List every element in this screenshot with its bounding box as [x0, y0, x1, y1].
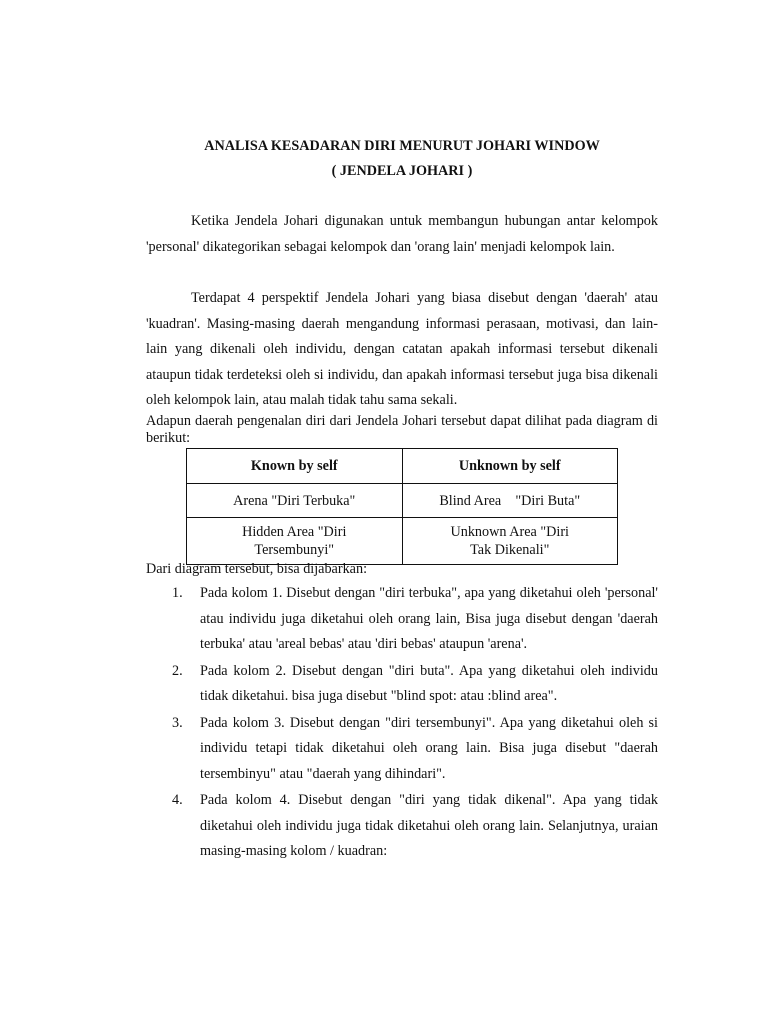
list-item — [146, 659, 658, 710]
list-text: Pada kolom 3. Disebut dengan "diri tersembunyi". Apa yang diketahui oleh si individu tetapi tidak diketahui oleh orang lain. Bisa juga disebut "daerah tersembinyu" atau "daerah yang dihindari". — [200, 714, 658, 782]
quadrant-list — [146, 581, 658, 866]
document-subtitle: ( JENDELA JOHARI ) — [331, 163, 473, 179]
table-header-row — [187, 449, 618, 484]
table-row — [187, 484, 618, 518]
cell-blind-area: Blind Area "Diri Buta" — [402, 484, 618, 518]
paragraph-list-intro: Dari diagram tersebut, bisa dijabarkan: — [146, 561, 368, 577]
list-number: 4. — [172, 792, 183, 808]
johari-window-table — [186, 448, 618, 565]
header-known-by-self: Known by self — [187, 449, 403, 484]
table-row — [187, 518, 618, 565]
list-text: Pada kolom 1. Disebut dengan "diri terbuka", apa yang diketahui oleh 'personal' atau individu juga diketahui oleh orang lain, Bisa juga disebut dengan 'daerah terbuka' atau 'areal bebas' atau 'diri bebas' ataupun 'arena'. — [200, 585, 658, 652]
list-item — [146, 581, 658, 658]
list-text: Pada kolom 2. Disebut dengan "diri buta". Apa yang diketahui oleh individu tidak diketahui. bisa juga disebut "blind spot: atau :blind area". — [200, 662, 658, 704]
cell-unknown-area: Unknown Area "Diri Tak Dikenali" — [402, 518, 618, 565]
paragraph-diagram-intro: Adapun daerah pengenalan diri dari Jendela Johari tersebut dapat dilihat pada diagram di berikut: — [146, 413, 658, 446]
list-text: Pada kolom 4. Disebut dengan "diri yang tidak dikenal". Apa yang tidak diketahui oleh individu juga tidak diketahui oleh orang lain. Selanjutnya, uraian masing-masing kolom / kuadran: — [200, 792, 658, 859]
list-number: 1. — [172, 585, 183, 601]
paragraph-intro: Ketika Jendela Johari digunakan untuk membangun hubungan antar kelompok 'personal' dikategorikan sebagai kelompok dan 'orang lain' menjadi kelompok lain. — [146, 213, 658, 255]
list-number: 3. — [172, 714, 183, 731]
document-title: ANALISA KESADARAN DIRI MENURUT JOHARI WINDOW — [204, 138, 600, 154]
cell-hidden-area: Hidden Area "Diri Tersembunyi" — [187, 518, 403, 565]
paragraph-perspectives: Terdapat 4 perspektif Jendela Johari yang biasa disebut dengan 'daerah' atau 'kuadran'. Masing-masing daerah mengandung informasi perasaan, motivasi, dan lain- lain yang dikenali oleh individu, dengan catatan apakah informasi tersebut dikenali ataupun tidak terdeteksi oleh si individu, dan apakah informasi tersebut juga bisa dikenali oleh kelompok lain, atau malah tidak tahu sama sekali. — [146, 290, 658, 408]
list-number: 2. — [172, 662, 183, 679]
cell-arena: Arena "Diri Terbuka" — [187, 484, 403, 518]
header-unknown-by-self: Unknown by self — [402, 449, 618, 484]
list-item — [146, 711, 658, 788]
list-item — [146, 788, 658, 865]
